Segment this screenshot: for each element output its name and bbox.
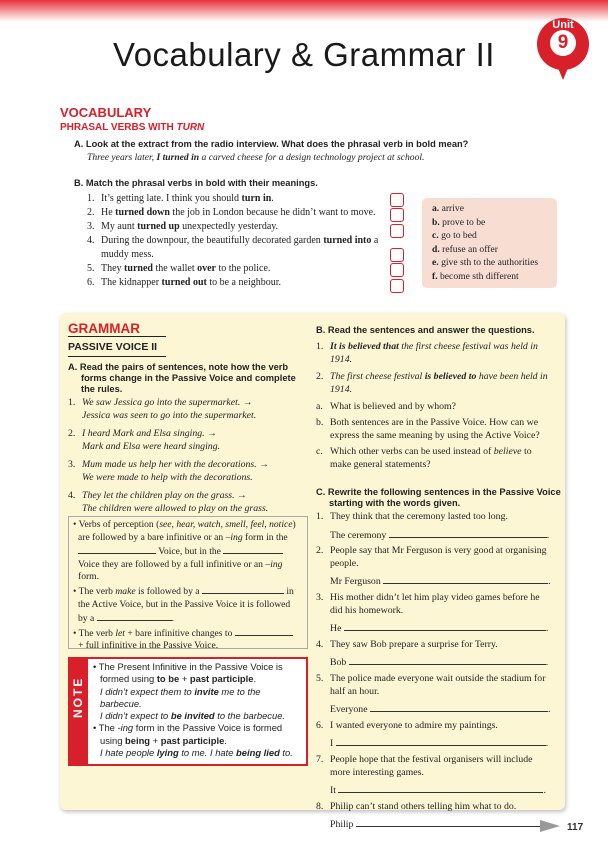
meaning-f: f. become sth different	[432, 270, 519, 282]
question-b-content: 1. It is believed that the first cheese festival was held in 1914. 2. The first cheese festival is believed to have been held in 1914. a. What is believed and by whom? b. Both sentences are in the Passive Voice. How can we express the same meaning by using the Active Voice? c. Which other verbs can be used instead of believe to make general statements?	[316, 341, 548, 470]
answer-line-4[interactable]	[349, 655, 546, 665]
meanings-list	[432, 202, 538, 283]
answer-line-1[interactable]	[389, 528, 547, 538]
note-label: NOTE	[71, 676, 85, 718]
passive-voice-subheading: PASSIVE VOICE II	[68, 341, 158, 353]
vocab-question-b: B. Match the phrasal verbs in bold with their meanings.	[74, 178, 318, 188]
answer-line-6[interactable]	[336, 736, 546, 746]
rewrite-6: 6. I wanted everyone to admire my paintings.	[316, 719, 498, 731]
pair-2: 2. I heard Mark and Elsa singing. →	[68, 428, 217, 439]
answer-line-7[interactable]	[338, 783, 543, 793]
meaning-e: e. give sth to the authorities	[432, 257, 539, 268]
meaning-b: b. prove to be	[432, 216, 486, 228]
pair-4: 4. They let the children play on the grass. →	[68, 490, 247, 501]
answer-line-3[interactable]	[344, 621, 546, 631]
blank-rule2-b[interactable]	[97, 611, 172, 621]
answer-box-5[interactable]	[390, 263, 404, 277]
grammar-heading: GRAMMAR	[68, 321, 140, 336]
rewrite-2: 2. People say that Mr Ferguson is very good at organising	[316, 545, 547, 557]
page-arrow-icon	[540, 820, 560, 832]
blank-rule1-b[interactable]	[223, 544, 283, 554]
grammar-question-a: A. Read the pairs of sentences, note how the verb forms change in the Passive Voice and complete the rules.	[68, 362, 296, 394]
page-title: Vocabulary & Grammar II	[113, 36, 495, 73]
pair-1: 1. We saw Jessica go into the supermarket. →	[68, 397, 253, 408]
unit-label: Unit	[552, 19, 574, 31]
subheading-rule	[68, 356, 166, 357]
page-number: 117	[567, 822, 584, 833]
rewrite-8: 8. Philip can’t stand others telling him what to do.	[316, 800, 517, 812]
answer-box-4[interactable]	[390, 248, 404, 262]
top-banner	[0, 0, 608, 22]
meaning-c: c. go to bed	[432, 230, 477, 241]
blank-rule2-a[interactable]	[202, 584, 284, 594]
radio-extract: Three years later, I turned in a carved cheese for a design technology project at school.	[87, 152, 425, 163]
sentence-5: 5. They turned the wallet over to the police.	[87, 263, 271, 274]
answer-line-8[interactable]	[356, 817, 546, 827]
answer-box-2[interactable]	[390, 208, 404, 222]
rewrite-4: 4. They saw Bob prepare a surprise for Terry.	[316, 638, 498, 650]
unit-number: 9	[557, 32, 569, 53]
grammar-question-c: C. Rewrite the following sentences in the Passive Voice starting with the words given.	[316, 487, 561, 508]
answer-line-2[interactable]	[383, 574, 548, 584]
rewrite-7: 7. People hope that the festival organisers will include	[316, 753, 533, 765]
answer-line-5[interactable]	[370, 702, 548, 712]
rewrite-3: 3. His mother didn’t let him play video games before he	[316, 591, 540, 603]
grammar-question-b: B. Read the sentences and answer the questions.	[316, 325, 535, 335]
blank-rule1-a[interactable]	[78, 544, 156, 554]
rewrite-exercises: 1. They think that the ceremony lasted too long. The ceremony . 2. People say that Mr Ferguson is very good at organising people. Mr Ferguson . 3. His mother didn’t let him play video games before he did his homework. He . 4. They saw Bob prepare a surprise for Terry. Bob . 5. The police made everyone wait outside the stadium for half an hour. Everyone . 6. I wanted everyone to admire my paintings. I . 7. People hope that the festival organisers will include more interesting games. It . 8. Philip can’t stand others telling him what to do. Philip .	[316, 511, 561, 835]
vocab-question-a: A. Look at the extract from the radio interview. What does the phrasal verb in bold mean?	[74, 139, 469, 149]
phrasal-verb-sentences	[87, 192, 387, 290]
sentence-1: 1. It’s getting late. I think you should turn in.	[87, 193, 274, 204]
sentence-2: 2. He turned down the job in London because he didn’t want to move.	[87, 207, 376, 218]
phrasal-verbs-subheading: PHRASAL VERBS WITH TURN	[60, 122, 205, 133]
grammar-heading-rule	[68, 336, 166, 337]
sentence-4-cont: muddy mess.	[101, 249, 154, 260]
note-text: • The Present Infinitive in the Passive Voice is formed using to be + past participle. I didn’t expect them to invite me to the barbecue. I didn’t expect to be invited to the barbecue. • The -ing form in the Passive Voice is formed using being + past participle. I hate people lying to me. I hate being lied to.	[93, 661, 293, 759]
sentence-3: 3. My aunt turned up unexpectedly yesterday.	[87, 221, 279, 232]
answer-box-1[interactable]	[390, 193, 404, 207]
sentence-4: 4. During the downpour, the beautifully decorated garden turned into a	[87, 235, 379, 246]
sentence-6: 6. The kidnapper turned out to be a neighbour.	[87, 277, 281, 288]
pair-3: 3. Mum made us help her with the decorations. →	[68, 459, 269, 470]
answer-box-3[interactable]	[390, 224, 404, 238]
sentence-pairs: 1. We saw Jessica go into the supermarket. → Jessica was seen to go into the supermarket. 2. I heard Mark and Elsa singing. → Mark and Elsa were heard singing. 3. Mum made us help her with the decorations. → We were made to help with the decorations. 4. They let the children play on the grass. → The children were allowed to play on the grass.	[68, 396, 313, 515]
meaning-d: d. refuse an offer	[432, 243, 498, 255]
rewrite-1: 1. They think that the ceremony lasted too long.	[316, 511, 508, 522]
meaning-a: a. arrive	[432, 203, 464, 214]
rules-text: • Verbs of perception (see, hear, watch, smell, feel, notice) are followed by a bare infinitive or an –ing form in the Voice, but in the Voice they are followed by a full infinitive or an –ing form. • The verb make is followed by a in the Active Voice, but in the Passive Voice it is followed by a . • The verb let + bare infinitive changes to + full infinitive in the Passive Voice.	[73, 519, 296, 652]
rewrite-5: 5. The police made everyone wait outside the stadium for	[316, 672, 546, 684]
blank-rule3[interactable]	[235, 626, 293, 636]
answer-box-6[interactable]	[390, 279, 404, 293]
vocabulary-heading: VOCABULARY	[60, 105, 152, 120]
